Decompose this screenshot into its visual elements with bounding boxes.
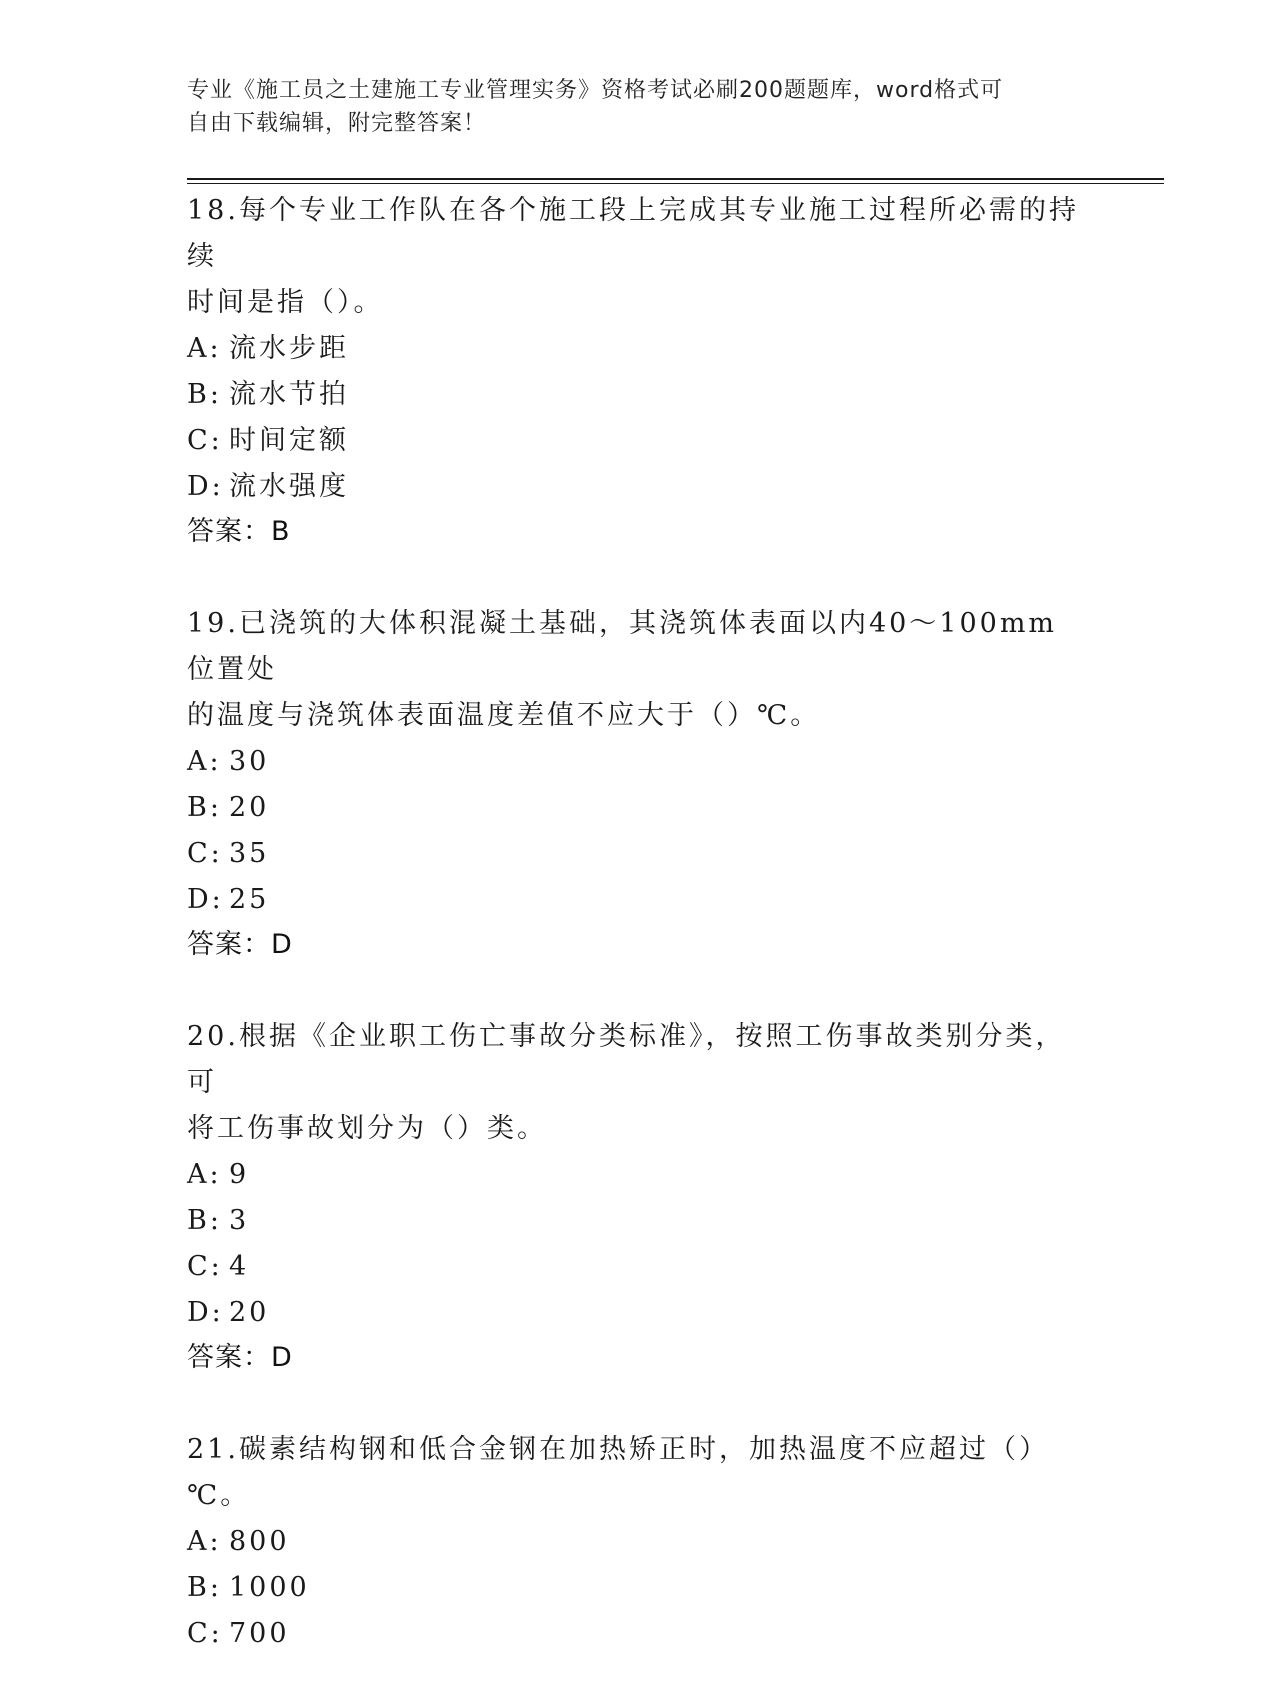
option-text: 20 — [229, 792, 270, 823]
header-line-2: 自由下载编辑，附完整答案！ — [187, 111, 487, 136]
option-letter: B: — [187, 379, 222, 410]
stem-line: 19.已浇筑的大体积混凝土基础，其浇筑体表面以内40～100mm位置处 — [187, 608, 1058, 685]
stem-line: 18.每个专业工作队在各个施工段上完成其专业施工过程所必需的持续 — [187, 195, 1079, 272]
option-text: 700 — [229, 1618, 290, 1649]
header-divider-thin — [187, 183, 1164, 184]
option-letter: A: — [187, 333, 222, 364]
option-a — [187, 739, 1087, 785]
question-18 — [187, 188, 1087, 554]
option-text: 800 — [229, 1526, 290, 1557]
option-text: 25 — [229, 884, 270, 915]
option-b — [187, 785, 1087, 831]
question-stem — [187, 1014, 1087, 1152]
option-a — [187, 326, 1087, 372]
stem-line: 21.碳素结构钢和低合金钢在加热矫正时，加热温度不应超过（）℃。 — [187, 1434, 1049, 1511]
question-20 — [187, 1014, 1087, 1380]
option-text: 9 — [229, 1159, 250, 1190]
question-19 — [187, 601, 1087, 967]
question-list — [187, 188, 1087, 1704]
option-a — [187, 1152, 1087, 1198]
option-letter: C: — [187, 425, 223, 456]
option-text: 30 — [229, 746, 270, 777]
option-b — [187, 1198, 1087, 1244]
option-text: 流水强度 — [229, 471, 349, 502]
option-text: 流水步距 — [229, 333, 349, 364]
option-d — [187, 877, 1087, 923]
option-text: 4 — [229, 1251, 250, 1282]
option-letter: B: — [187, 1572, 222, 1603]
option-letter: A: — [187, 1526, 222, 1557]
question-stem — [187, 1427, 1087, 1519]
option-letter: C: — [187, 838, 223, 869]
option-text: 时间定额 — [229, 425, 349, 456]
stem-line: 20.根据《企业职工伤亡事故分类标准》，按照工伤事故类别分类，可 — [187, 1021, 1066, 1098]
option-c — [187, 1244, 1087, 1290]
option-d — [187, 1290, 1087, 1336]
option-text: 35 — [229, 838, 270, 869]
option-letter: A: — [187, 746, 222, 777]
option-letter: B: — [187, 1205, 222, 1236]
option-text: 1000 — [229, 1572, 310, 1603]
question-stem — [187, 188, 1087, 326]
answer-line: 答案：D — [187, 1342, 293, 1373]
option-c — [187, 1611, 1087, 1657]
answer-line: 答案：D — [187, 929, 293, 960]
option-letter: C: — [187, 1251, 223, 1282]
option-d — [187, 464, 1087, 510]
option-letter: C: — [187, 1618, 223, 1649]
option-text: 3 — [229, 1205, 250, 1236]
header-line-1: 专业《施工员之土建施工专业管理实务》资格考试必刷200题题库，word格式可 — [187, 78, 1004, 103]
option-a — [187, 1519, 1087, 1565]
option-text: 20 — [229, 1297, 270, 1328]
question-stem — [187, 601, 1087, 739]
option-letter: D: — [187, 884, 224, 915]
stem-line: 时间是指（）。 — [187, 287, 384, 318]
option-text: 流水节拍 — [229, 379, 349, 410]
option-letter: D: — [187, 471, 224, 502]
document-header — [187, 74, 1087, 140]
option-b — [187, 1565, 1087, 1611]
option-b — [187, 372, 1087, 418]
option-c — [187, 418, 1087, 464]
option-letter: B: — [187, 792, 222, 823]
stem-line: 的温度与浇筑体表面温度差值不应大于（）℃。 — [187, 700, 821, 731]
option-letter: D: — [187, 1297, 224, 1328]
stem-line: 将工伤事故划分为（）类。 — [187, 1113, 547, 1144]
answer-line: 答案：B — [187, 516, 291, 547]
header-divider-thick — [187, 178, 1164, 180]
option-c — [187, 831, 1087, 877]
option-letter: A: — [187, 1159, 222, 1190]
question-21 — [187, 1427, 1087, 1657]
